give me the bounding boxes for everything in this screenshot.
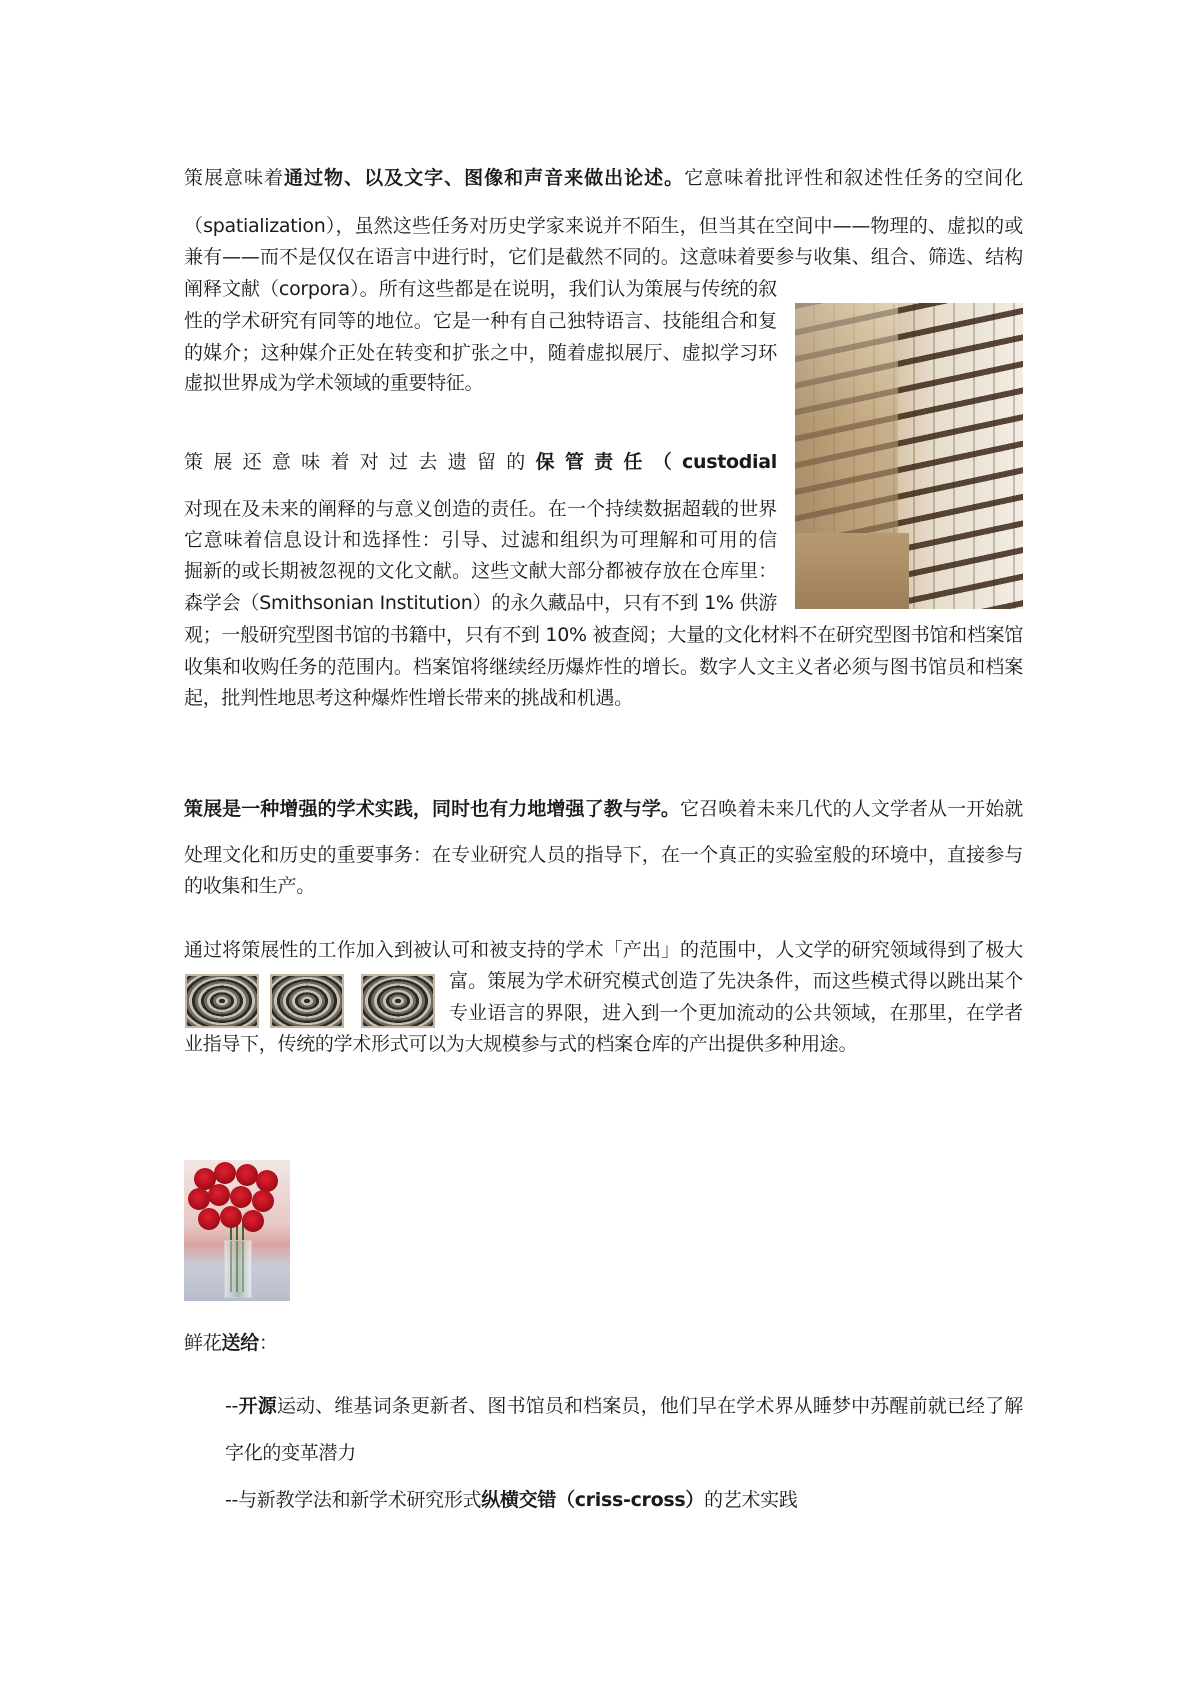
text: 鲜花 — [184, 1332, 222, 1354]
text: 起，批判性地思考这种爆炸性增长带来的挑战和机遇。 — [184, 687, 633, 709]
text-line — [184, 1330, 484, 1356]
text: （spatialization），虽然这些任务对历史学家来说并不陌生，但当其在空间中——物理的、虚拟的或 — [184, 215, 1023, 237]
text: 运动、维基词条更新者、图书馆员和档案员，他们早在学术界从睡梦中苏醒前就已经了解 — [276, 1395, 1023, 1417]
text: 富。策展为学术研究模式创造了先决条件，而这些模式得以跳出某个 — [449, 970, 1023, 992]
text-line — [225, 1487, 1023, 1513]
text-line — [184, 340, 777, 366]
archive-shelves-image — [795, 303, 1023, 609]
text-line — [184, 796, 1023, 822]
bold-text: 保管责任（custodial — [535, 451, 777, 473]
text-line — [184, 873, 1023, 899]
text: 业指导下，传统的学术形式可以为大规模参与式的档案仓库的产出提供多种用途。 — [184, 1033, 858, 1055]
text-line — [184, 842, 1023, 868]
text: -- — [225, 1395, 239, 1417]
text-line — [449, 1000, 1023, 1026]
text: 的媒介；这种媒介正处在转变和扩张之中，随着虚拟展厅、虚拟学习环 — [184, 342, 777, 364]
text: 它意味着批评性和叙述性任务的空间化 — [684, 167, 1023, 189]
text: 专业语言的界限，进入到一个更加流动的公共领域，在那里，在学者 — [449, 1002, 1023, 1024]
text: 的艺术实践 — [704, 1489, 798, 1511]
text: 策展还意味着对过去遗留的 — [184, 451, 536, 473]
text-line — [184, 165, 1023, 191]
text: 的收集和生产。 — [184, 875, 315, 897]
text-line — [184, 937, 1023, 963]
text-line — [225, 1440, 1023, 1466]
bold-text: 通过物、以及文字、图像和声音来做出论述。 — [284, 167, 685, 189]
text: 兼有——而不是仅仅在语言中进行时，它们是截然不同的。这意味着要参与收集、组合、筛选、结构 — [184, 246, 1023, 268]
text: 阐释文献（corpora）。所有这些都是在说明，我们认为策展与传统的叙 — [184, 278, 777, 300]
rolled-paper-image — [270, 974, 344, 1028]
text-line — [184, 496, 777, 522]
text: --与新教学法和新学术研究形式 — [225, 1489, 482, 1511]
text-line — [184, 590, 777, 616]
text-line — [184, 308, 777, 334]
text: 它召唤着未来几代的人文学者从一开始就 — [680, 798, 1023, 820]
text-line — [184, 213, 1023, 239]
text-line — [184, 527, 777, 553]
text: 策展意味着 — [184, 167, 285, 189]
text-line — [225, 1393, 1023, 1419]
bold-text: 策展是一种增强的学术实践，同时也有力地增强了教与学。 — [184, 798, 680, 820]
text-line — [184, 654, 1023, 680]
text: ： — [258, 1332, 278, 1354]
text: 掘新的或长期被忽视的文化文献。这些文献大部分都被存放在仓库里： — [184, 560, 777, 582]
text: 虚拟世界成为学术领域的重要特征。 — [184, 372, 484, 394]
rolled-paper-image — [361, 974, 435, 1028]
bold-text: 送给 — [221, 1332, 259, 1354]
text: 字化的变革潜力 — [225, 1442, 356, 1464]
text-line — [184, 558, 777, 584]
bold-text: 开源 — [238, 1395, 277, 1417]
text-line — [184, 276, 777, 302]
bold-text: 纵横交错（criss-cross） — [481, 1489, 705, 1511]
text: 对现在及未来的阐释的与意义创造的责任。在一个持续数据超载的世界 — [184, 498, 777, 520]
roses-bouquet-image — [184, 1160, 290, 1301]
text: 收集和收购任务的范围内。档案馆将继续经历爆炸性的增长。数字人文主义者必须与图书馆员和档案 — [184, 656, 1023, 678]
rolled-paper-image — [185, 974, 259, 1028]
text: 通过将策展性的工作加入到被认可和被支持的学术「产出」的范围中，人文学的研究领域得到了极大 — [184, 939, 1023, 961]
text: 观；一般研究型图书馆的书籍中，只有不到 10% 被查阅；大量的文化材料不在研究型图书馆和档案馆 — [184, 624, 1023, 646]
text-line — [184, 244, 1023, 270]
text: 森学会（Smithsonian Institution）的永久藏品中，只有不到 1% 供游 — [184, 592, 777, 614]
text-line — [184, 622, 1023, 648]
text-line — [449, 968, 1023, 994]
text-line — [184, 449, 777, 475]
text-line — [184, 1031, 1023, 1057]
text: 性的学术研究有同等的地位。它是一种有自己独特语言、技能组合和复 — [184, 310, 777, 332]
text: 处理文化和历史的重要事务：在专业研究人员的指导下，在一个真正的实验室般的环境中，直接参与 — [184, 844, 1023, 866]
text-line — [184, 685, 1023, 711]
text-line — [184, 370, 777, 396]
text: 它意味着信息设计和选择性：引导、过滤和组织为可理解和可用的信 — [184, 529, 777, 551]
